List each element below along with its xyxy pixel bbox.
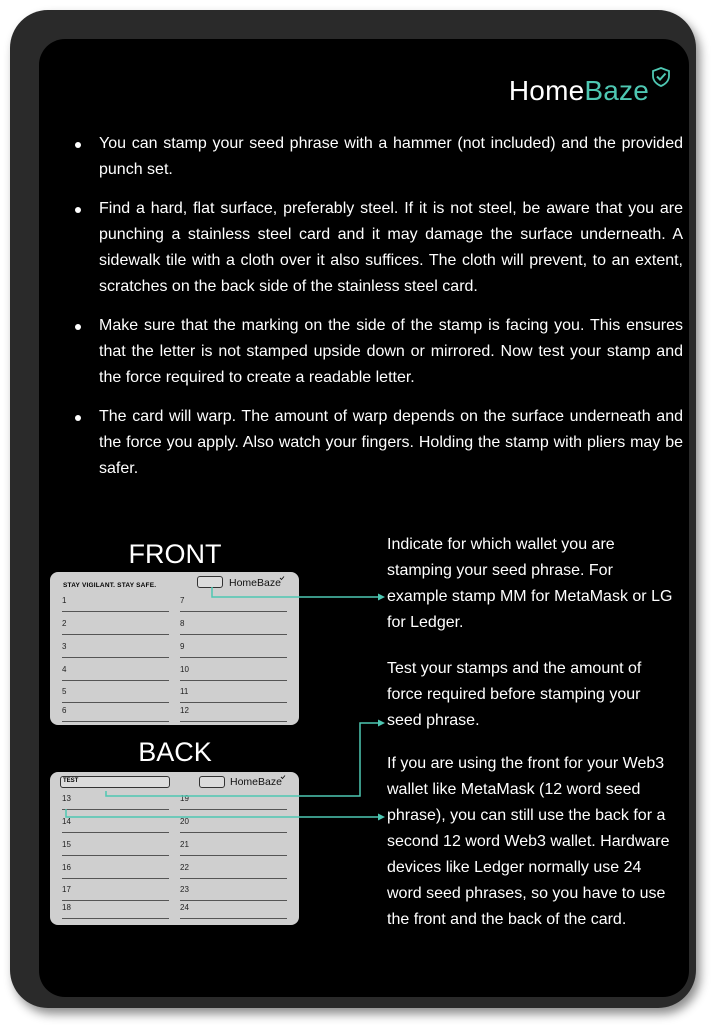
bullet-icon xyxy=(75,207,81,213)
front-card xyxy=(50,572,299,725)
seed-line xyxy=(62,687,169,703)
seed-line xyxy=(180,840,287,856)
seed-number: 21 xyxy=(180,840,189,849)
document-frame xyxy=(10,10,696,1008)
instruction-item xyxy=(99,131,683,183)
seed-number: 14 xyxy=(62,817,71,826)
seed-line xyxy=(62,817,169,833)
seed-number: 13 xyxy=(62,794,71,803)
seed-number: 8 xyxy=(180,619,185,628)
seed-number: 17 xyxy=(62,885,71,894)
test-note: Test your stamps and the amount of force required before stamping your seed phrase. xyxy=(387,660,642,729)
back-note: If you are using the front for your Web3 wallet like MetaMask (12 word seed phrase), you can still use the back for a second 12 word Web3 wallet. Hardware devices like Ledger normally use 24 word seed phrases, so you have to use the front and the back of the card. xyxy=(387,755,670,928)
test-box xyxy=(60,776,170,788)
seed-line xyxy=(62,642,169,658)
seed-line xyxy=(62,794,169,810)
seed-number: 9 xyxy=(180,642,185,651)
seed-number: 20 xyxy=(180,817,189,826)
instruction-item xyxy=(99,196,683,300)
seed-line xyxy=(180,596,287,612)
shield-check-icon xyxy=(280,774,286,780)
seed-line xyxy=(180,817,287,833)
seed-number: 1 xyxy=(62,596,67,605)
card-tagline: STAY VIGILANT. STAY SAFE. xyxy=(63,582,157,589)
seed-line xyxy=(62,596,169,612)
instruction-text: You can stamp your seed phrase with a hammer (not included) and the provided punch set. xyxy=(99,135,683,178)
seed-line xyxy=(180,642,287,658)
wallet-id-box xyxy=(199,776,225,788)
seed-number: 12 xyxy=(180,706,189,715)
seed-line xyxy=(62,885,169,901)
instruction-item xyxy=(99,404,683,482)
seed-line xyxy=(180,665,287,681)
seed-number: 23 xyxy=(180,885,189,894)
instruction-text: Find a hard, flat surface, preferably steel. If it is not steel, be aware that you are punching a stainless steel card and it may damage the surface underneath. A sidewalk tile with a cloth over it also suffices. The cloth will prevent, to an extent, scratches on the back side of the stainless steel card. xyxy=(99,200,683,295)
bullet-icon xyxy=(75,142,81,148)
document-page xyxy=(39,39,689,997)
logo-baze-text: Baze xyxy=(584,75,649,106)
test-label: TEST xyxy=(63,778,79,784)
seed-number: 11 xyxy=(180,687,189,696)
shield-check-icon xyxy=(651,67,671,87)
wallet-id-box xyxy=(197,576,223,588)
card-brand: HomeBaze xyxy=(230,776,282,788)
seed-number: 19 xyxy=(180,794,189,803)
seed-number: 16 xyxy=(62,863,71,872)
seed-line xyxy=(62,903,169,919)
seed-line xyxy=(180,706,287,722)
seed-line xyxy=(62,665,169,681)
card-brand: HomeBaze xyxy=(229,577,281,589)
seed-number: 3 xyxy=(62,642,67,651)
seed-line xyxy=(180,794,287,810)
seed-number: 18 xyxy=(62,903,71,912)
shield-check-icon xyxy=(279,575,285,581)
front-title: FRONT xyxy=(128,539,222,569)
seed-line xyxy=(180,903,287,919)
bullet-icon xyxy=(75,324,81,330)
arrowhead-icon xyxy=(378,814,385,821)
seed-number: 15 xyxy=(62,840,71,849)
seed-line xyxy=(180,687,287,703)
seed-number: 24 xyxy=(180,903,189,912)
seed-line xyxy=(180,885,287,901)
instruction-list xyxy=(69,131,683,495)
arrowhead-icon xyxy=(378,594,385,601)
instruction-item xyxy=(99,313,683,391)
seed-number: 4 xyxy=(62,665,67,674)
bullet-icon xyxy=(75,415,81,421)
seed-line xyxy=(62,863,169,879)
seed-number: 10 xyxy=(180,665,189,674)
seed-number: 6 xyxy=(62,706,67,715)
back-title: BACK xyxy=(138,737,212,767)
seed-line xyxy=(180,863,287,879)
wallet-note: Indicate for which wallet you are stamping your seed phrase. For example stamp MM for MetaMask or LG for Ledger. xyxy=(387,536,673,631)
seed-line xyxy=(62,840,169,856)
instruction-text: The card will warp. The amount of warp depends on the surface underneath and the force you apply. Also watch your fingers. Holding the stamp with pliers may be safer. xyxy=(99,408,683,477)
seed-number: 7 xyxy=(180,596,185,605)
logo-home-text: Home xyxy=(508,75,585,106)
back-card xyxy=(50,772,299,925)
seed-line xyxy=(180,619,287,635)
seed-line xyxy=(62,706,169,722)
seed-line xyxy=(62,619,169,635)
instruction-text: Make sure that the marking on the side of the stamp is facing you. This ensures that the letter is not stamped upside down or mirrored. Now test your stamp and the force required to create a readable letter. xyxy=(99,317,683,386)
seed-number: 2 xyxy=(62,619,67,628)
arrowhead-icon xyxy=(378,720,385,727)
seed-number: 5 xyxy=(62,687,67,696)
homebaze-logo xyxy=(509,75,649,107)
seed-number: 22 xyxy=(180,863,189,872)
